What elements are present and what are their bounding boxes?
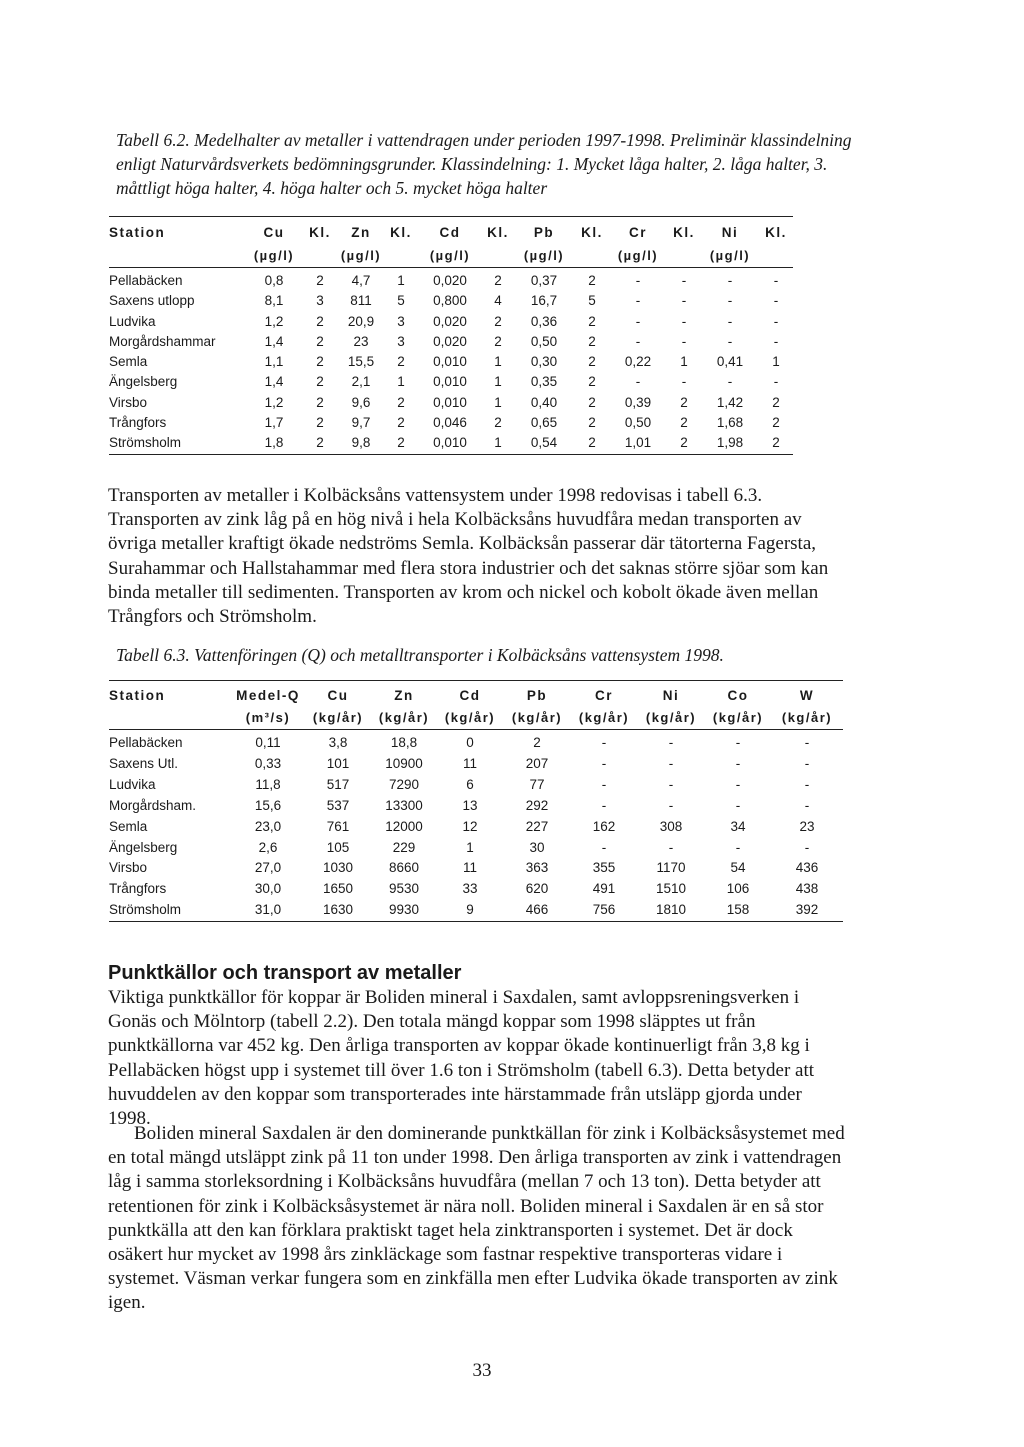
column-header: Zn xyxy=(351,225,371,240)
table-cell: 756 xyxy=(592,902,616,918)
column-unit: (µg/l) xyxy=(253,248,295,263)
table-cell: 308 xyxy=(659,818,683,834)
table-cell: 207 xyxy=(525,755,549,771)
table-cell: 1030 xyxy=(322,860,354,876)
table-cell: - xyxy=(668,755,674,771)
table-cell: 2 xyxy=(588,374,596,390)
table-cell: 363 xyxy=(525,860,549,876)
table-cell: 1,2 xyxy=(264,394,284,410)
table-cell: 1,68 xyxy=(716,415,744,431)
table-cell: - xyxy=(601,797,607,813)
station-name: Strömsholm xyxy=(109,902,182,918)
table-cell: - xyxy=(804,776,810,792)
table-cell: 436 xyxy=(795,860,819,876)
table-cell: - xyxy=(735,755,741,771)
table-cell: 0,020 xyxy=(433,333,467,349)
column-header: Kl. xyxy=(487,225,509,240)
table-cell: 0,010 xyxy=(433,354,467,370)
station-name: Pellabäcken xyxy=(109,273,183,288)
station-name: Ängelsberg xyxy=(109,839,178,855)
table-cell: 11,8 xyxy=(255,776,281,792)
table-cell: 15,5 xyxy=(347,354,375,370)
station-name: Ludvika xyxy=(109,776,156,792)
table-cell: 5 xyxy=(397,293,405,309)
table-cell: 0,50 xyxy=(624,415,652,431)
table-6-3-caption: Tabell 6.3. Vattenföringen (Q) och metalltransporter i Kolbäcksåns vattensystem 1998. xyxy=(116,645,724,665)
table-cell: - xyxy=(773,313,779,329)
station-name: Trångfors xyxy=(109,881,167,897)
table-6-2-caption: Tabell 6.2. Medelhalter av metaller i vattendragen under perioden 1997-1998. Preliminär klassindelning enligt Naturvårdsverkets bedömningsgrunder. Klassindelning: 1. Mycket låga halter, 2. låga halter, 3. måttligt höga halter, 4. höga halter och 5. mycket höga halter xyxy=(116,130,852,198)
table-cell: - xyxy=(804,839,810,855)
table-cell: 1 xyxy=(494,394,502,410)
table-cell: 9,8 xyxy=(351,435,371,451)
column-header: W xyxy=(799,688,815,703)
station-name: Virsbo xyxy=(109,394,148,410)
column-header: Ni xyxy=(662,688,680,703)
table-cell: 0,36 xyxy=(530,313,558,329)
table-cell: 0,010 xyxy=(433,435,467,451)
column-unit xyxy=(759,245,793,268)
table-cell: 0,40 xyxy=(530,394,558,410)
table-cell: - xyxy=(681,374,687,390)
column-header: Medel-Q xyxy=(236,688,300,703)
table-cell: 761 xyxy=(326,818,350,834)
column-unit xyxy=(667,245,701,268)
table-cell: 2 xyxy=(316,415,324,431)
column-header: Station xyxy=(109,688,166,703)
table-row xyxy=(109,775,843,796)
column-unit: (kg/år) xyxy=(645,710,697,725)
table-cell: 1,42 xyxy=(716,394,744,410)
table-cell: 162 xyxy=(592,818,616,834)
table-cell: - xyxy=(735,797,741,813)
table-cell: 2 xyxy=(588,354,596,370)
table-row xyxy=(109,900,843,921)
table-cell: 16,7 xyxy=(530,293,558,309)
table-cell: 1,4 xyxy=(264,333,284,349)
table-cell: 3 xyxy=(397,313,405,329)
table-cell: 1 xyxy=(494,354,502,370)
table-cell: - xyxy=(681,293,687,309)
column-header: Cr xyxy=(628,225,647,240)
table-row xyxy=(109,796,843,817)
table-cell: - xyxy=(727,313,733,329)
column-unit: (µg/l) xyxy=(429,248,471,263)
table-row xyxy=(109,268,793,292)
table-cell: 2 xyxy=(494,273,502,288)
column-header: Cd xyxy=(439,225,461,240)
column-unit xyxy=(483,245,513,268)
table-row xyxy=(109,730,843,754)
station-name: Strömsholm xyxy=(109,435,182,451)
table-cell: 1,01 xyxy=(624,435,652,451)
table-cell: 0,8 xyxy=(264,273,284,288)
table-cell: - xyxy=(601,735,607,750)
table-cell: - xyxy=(727,333,733,349)
table-cell: 1,2 xyxy=(264,313,284,329)
table-cell: 8660 xyxy=(388,860,420,876)
table-cell: - xyxy=(668,735,674,750)
table-cell: 0,35 xyxy=(530,374,558,390)
column-unit xyxy=(109,707,231,730)
table-cell: - xyxy=(635,273,641,288)
table-cell: 5 xyxy=(588,293,596,309)
table-row xyxy=(109,817,843,838)
table-cell: 1,7 xyxy=(264,415,284,431)
table-cell: 0,046 xyxy=(433,415,467,431)
station-name: Semla xyxy=(109,818,148,834)
table-cell: 0,30 xyxy=(530,354,558,370)
station-name: Morgårdsham. xyxy=(109,797,197,813)
table-row xyxy=(109,433,793,454)
column-unit: (kg/år) xyxy=(378,710,430,725)
table-cell: - xyxy=(773,273,779,288)
table-cell: 227 xyxy=(525,818,549,834)
table-cell: 2 xyxy=(772,415,780,431)
table-cell: - xyxy=(668,776,674,792)
table-cell: 1650 xyxy=(322,881,354,897)
column-header: Cu xyxy=(327,688,349,703)
table-cell: 11 xyxy=(462,755,477,771)
metal-concentration-table xyxy=(109,216,793,455)
table-cell: 1630 xyxy=(322,902,354,918)
table-cell: 34 xyxy=(730,818,746,834)
table-cell: 30 xyxy=(529,839,545,855)
table-cell: 2 xyxy=(316,273,324,288)
table-cell: 1 xyxy=(494,374,502,390)
table-cell: 2 xyxy=(680,435,688,451)
table-cell: - xyxy=(773,333,779,349)
table-cell: 2 xyxy=(680,415,688,431)
table-cell: - xyxy=(773,374,779,390)
table-cell: 77 xyxy=(529,776,545,792)
table-cell: - xyxy=(773,293,779,309)
table-cell: 2 xyxy=(316,354,324,370)
column-unit: (µg/l) xyxy=(340,248,382,263)
column-unit: (µg/l) xyxy=(523,248,565,263)
column-header: Pb xyxy=(533,225,555,240)
table-cell: 0,020 xyxy=(433,273,467,288)
table-cell: 491 xyxy=(592,881,616,897)
table-cell: 2 xyxy=(397,354,405,370)
table-cell: 6 xyxy=(466,776,474,792)
table-cell: 13 xyxy=(462,797,478,813)
table-cell: 13300 xyxy=(385,797,423,813)
table-cell: - xyxy=(727,374,733,390)
table-cell: - xyxy=(635,374,641,390)
table-cell: 292 xyxy=(525,797,549,813)
table-cell: 12000 xyxy=(385,818,423,834)
column-header: Kl. xyxy=(390,225,412,240)
column-header: Ni xyxy=(721,225,739,240)
table-cell: 2 xyxy=(316,374,324,390)
table-row xyxy=(109,372,793,392)
metal-transport-table xyxy=(109,680,843,922)
table-cell: 0,010 xyxy=(433,374,467,390)
table-cell: 3 xyxy=(397,333,405,349)
table-cell: 18,8 xyxy=(390,735,418,750)
column-header: Co xyxy=(727,688,749,703)
column-header: Pb xyxy=(526,688,548,703)
column-header: Kl. xyxy=(581,225,603,240)
table-cell: 811 xyxy=(350,293,372,309)
table-cell: 2,6 xyxy=(258,839,278,855)
column-header: Zn xyxy=(394,688,414,703)
table-cell: 0,41 xyxy=(716,354,744,370)
table-cell: - xyxy=(735,776,741,792)
table-cell: 7290 xyxy=(388,776,420,792)
table-cell: 0 xyxy=(466,735,474,750)
column-unit xyxy=(109,245,245,268)
table-cell: - xyxy=(804,797,810,813)
column-unit: (m³/s) xyxy=(245,710,291,725)
table-cell: 27,0 xyxy=(254,860,282,876)
table-cell: 1,98 xyxy=(716,435,744,451)
table-cell: - xyxy=(681,273,687,288)
table-cell: - xyxy=(804,735,810,750)
table-cell: - xyxy=(635,333,641,349)
table-cell: 1 xyxy=(397,273,405,288)
table-cell: 1 xyxy=(494,435,502,451)
transport-paragraph: Transporten av metaller i Kolbäcksåns vattensystem under 1998 redovisas i tabell 6.3. Transporten av zink låg på en hög nivå i hela Kolbäcksåns huvudfåra medan transporten av övriga metaller kraftigt ökade nedströms Semla. Kolbäcksån passerar där tätorterna Fagersta, Surahammar och Hallstahammar med flera stora industrier och det saknas större sjöar som kan binda metaller till sedimenten. Transporten av krom och nickel och kobolt ökade även mellan Trångfors och Strömsholm. xyxy=(108,485,829,628)
column-header: Kl. xyxy=(673,225,695,240)
table-cell: 2,1 xyxy=(351,374,371,390)
table-cell: 0,39 xyxy=(624,394,652,410)
table-cell: 1 xyxy=(466,839,474,855)
table-cell: 2 xyxy=(316,394,324,410)
column-unit: (kg/år) xyxy=(578,710,630,725)
table-cell: - xyxy=(668,797,674,813)
station-name: Saxens utlopp xyxy=(109,293,195,309)
table-cell: 33 xyxy=(462,881,478,897)
station-name: Trångfors xyxy=(109,415,167,431)
table-cell: 9,7 xyxy=(351,415,371,431)
table-cell: 4 xyxy=(494,293,502,309)
table-cell: 1 xyxy=(680,354,688,370)
column-unit xyxy=(385,245,417,268)
column-unit: (µg/l) xyxy=(709,248,751,263)
table-cell: 2 xyxy=(680,394,688,410)
column-header: Station xyxy=(109,225,166,240)
station-name: Pellabäcken xyxy=(109,735,183,750)
table-cell: 2 xyxy=(588,273,596,288)
table-cell: 8,1 xyxy=(264,293,284,309)
station-name: Virsbo xyxy=(109,860,148,876)
column-header: Kl. xyxy=(309,225,331,240)
table-cell: 2 xyxy=(316,333,324,349)
table-cell: - xyxy=(681,333,687,349)
column-unit: (kg/år) xyxy=(712,710,764,725)
table-row xyxy=(109,879,843,900)
table-row xyxy=(109,393,793,413)
table-row xyxy=(109,352,793,372)
table-cell: 3 xyxy=(316,293,324,309)
column-unit: (µg/l) xyxy=(617,248,659,263)
table-cell: 23 xyxy=(353,333,369,349)
table-cell: 2 xyxy=(397,435,405,451)
table-cell: - xyxy=(735,735,741,750)
table-cell: - xyxy=(601,839,607,855)
table-cell: - xyxy=(601,776,607,792)
table-cell: 30,0 xyxy=(254,881,282,897)
table-cell: 10900 xyxy=(385,755,423,771)
table-cell: 0,010 xyxy=(433,394,467,410)
table-cell: - xyxy=(727,273,733,288)
table-row xyxy=(109,838,843,859)
table-cell: 2 xyxy=(316,313,324,329)
station-name: Semla xyxy=(109,354,148,370)
table-cell: 0,37 xyxy=(530,273,558,288)
table-cell: 20,9 xyxy=(347,313,375,329)
table-cell: 2 xyxy=(397,415,405,431)
table-cell: 438 xyxy=(795,881,819,897)
table-cell: 2 xyxy=(588,394,596,410)
table-cell: 1,1 xyxy=(264,354,284,370)
table-cell: 0,11 xyxy=(255,735,281,750)
table-cell: 0,65 xyxy=(530,415,558,431)
table-cell: - xyxy=(804,755,810,771)
table-row xyxy=(109,312,793,332)
table-cell: 105 xyxy=(326,839,350,855)
table-cell: 517 xyxy=(326,776,350,792)
table-row xyxy=(109,858,843,879)
column-header: Cr xyxy=(594,688,613,703)
table-row xyxy=(109,413,793,433)
table-cell: 2 xyxy=(494,333,502,349)
table-cell: - xyxy=(635,313,641,329)
column-unit: (kg/år) xyxy=(444,710,496,725)
table-cell: - xyxy=(681,313,687,329)
table-cell: 2 xyxy=(494,313,502,329)
table-cell: 1,4 xyxy=(264,374,284,390)
table-cell: 106 xyxy=(726,881,750,897)
table-cell: 11 xyxy=(462,860,477,876)
table-cell: 1170 xyxy=(656,860,686,876)
table-cell: 15,6 xyxy=(254,797,282,813)
table-cell: 23,0 xyxy=(254,818,282,834)
table-cell: 0,020 xyxy=(433,313,467,329)
table-cell: 4,7 xyxy=(351,273,371,288)
table-cell: 9,6 xyxy=(351,394,371,410)
column-unit xyxy=(303,245,337,268)
table-cell: - xyxy=(668,839,674,855)
table-cell: 9 xyxy=(466,902,474,918)
table-cell: 0,22 xyxy=(624,354,652,370)
table-cell: 1,8 xyxy=(264,435,284,451)
table-cell: 2 xyxy=(588,415,596,431)
table-cell: 12 xyxy=(462,818,478,834)
table-cell: 9930 xyxy=(388,902,420,918)
table-cell: - xyxy=(601,755,607,771)
table-cell: - xyxy=(727,293,733,309)
table-cell: 229 xyxy=(392,839,416,855)
table-cell: 620 xyxy=(525,881,549,897)
table-cell: 0,50 xyxy=(530,333,558,349)
table-cell: 2 xyxy=(397,394,405,410)
table-cell: 3,8 xyxy=(328,735,348,750)
copper-paragraph: Viktiga punktkällor för koppar är Boliden mineral i Saxdalen, samt avloppsreningsverken i Gonäs och Mölntorp (tabell 2.2). Den totala mängd koppar som 1998 släpptes ut från punktkällorna var 452 kg. Den årliga transporten av koppar ökade kontinuerligt från 3,8 kg i Pellabäcken högst upp i systemet till över 1.6 ton i Strömsholm (tabell 6.3). Detta betyder att huvuddelen av den koppar som transporterades inte härstammade från utsläpp gjorda under 1998. xyxy=(108,987,815,1130)
table-cell: 9530 xyxy=(388,881,420,897)
table-cell: 54 xyxy=(730,860,746,876)
table-cell: 2 xyxy=(316,435,324,451)
section-heading: Punktkällor och transport av metaller xyxy=(108,962,462,984)
column-unit: (kg/år) xyxy=(312,710,364,725)
table-cell: 1 xyxy=(772,354,780,370)
table-cell: 1 xyxy=(397,374,405,390)
table-row xyxy=(109,332,793,352)
table-cell: 2 xyxy=(588,313,596,329)
table-cell: 355 xyxy=(592,860,616,876)
column-unit: (kg/år) xyxy=(781,710,833,725)
table-cell: 1810 xyxy=(655,902,687,918)
table-cell: 392 xyxy=(795,902,819,918)
column-unit xyxy=(575,245,609,268)
column-header: Cu xyxy=(263,225,285,240)
station-name: Morgårdshammar xyxy=(109,333,216,349)
table-cell: 2 xyxy=(772,394,780,410)
table-cell: 0,54 xyxy=(530,435,558,451)
table-row xyxy=(109,754,843,775)
table-cell: 2 xyxy=(588,333,596,349)
column-unit: (kg/år) xyxy=(511,710,563,725)
column-header: Kl. xyxy=(765,225,787,240)
table-cell: 23 xyxy=(799,818,815,834)
table-cell: 0,800 xyxy=(433,293,467,309)
table-cell: 31,0 xyxy=(254,902,282,918)
table-cell: 0,33 xyxy=(254,755,282,771)
column-header: Cd xyxy=(459,688,481,703)
table-row xyxy=(109,291,793,311)
table-cell: - xyxy=(735,839,741,855)
table-cell: 101 xyxy=(326,755,350,771)
table-cell: 466 xyxy=(525,902,549,918)
table-cell: 1510 xyxy=(655,881,687,897)
table-cell: 158 xyxy=(726,902,750,918)
station-name: Saxens Utl. xyxy=(109,755,179,771)
station-name: Ludvika xyxy=(109,313,156,329)
page-number: 33 xyxy=(472,1360,492,1381)
zinc-paragraph: Boliden mineral Saxdalen är den dominerande punktkällan för zink i Kolbäcksåsystemet med en total mängd utsläppt zink på 11 ton under 1998. Den årliga transporten av zink i vattendragen låg i samma storleksordning i Kolbäcksåns huvudfåra (mellan 7 och 13 ton). Detta betyder att retentionen för zink i Kolbäcksåsystemet är nära noll. Boliden mineral i Saxdalen är en så stor punktkälla att den kan förklara praktiskt taget hela zinktransporten i systemet. Det är dock osäkert hur mycket av 1998 års zinkläckage som fastnar respektive transporteras vidare i systemet. Väsman verkar fungera som en zinkfälla men efter Ludvika ökade transporten av zink igen. xyxy=(108,1123,845,1314)
station-name: Ängelsberg xyxy=(109,374,178,390)
table-cell: 2 xyxy=(494,415,502,431)
table-cell: 2 xyxy=(772,435,780,451)
table-cell: - xyxy=(635,293,641,309)
table-cell: 537 xyxy=(326,797,350,813)
table-cell: 2 xyxy=(588,435,596,451)
table-cell: 2 xyxy=(533,735,541,750)
